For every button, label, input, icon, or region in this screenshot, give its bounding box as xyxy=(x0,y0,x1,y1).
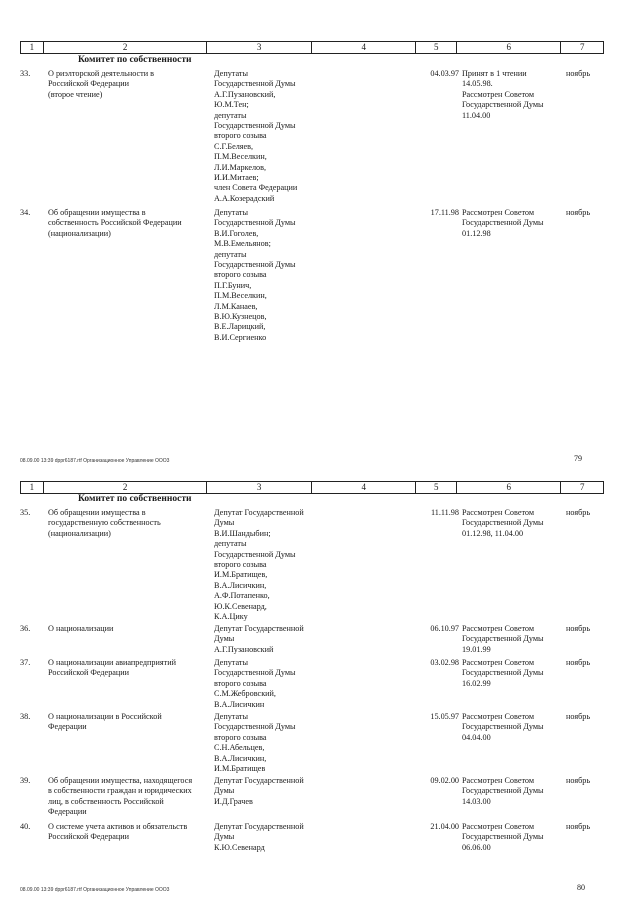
bill-date: 17.11.98 xyxy=(430,208,459,217)
bill-status: Рассмотрен Советом Государственной Думы 14.03.00 xyxy=(462,776,544,806)
bill-date: 11.11.98 xyxy=(430,508,459,517)
column-number-3: 3 xyxy=(207,482,312,494)
bill-title: О системе учета активов и обязательств Российской Федерации xyxy=(48,822,188,842)
bill-date: 15.05.97 xyxy=(430,712,459,721)
bill-title: Об обращении имущества, находящегося в собственности граждан и юридических лиц, в собственность Российской Федерации xyxy=(48,776,193,817)
row-number: 38. xyxy=(20,712,31,721)
row-number: 37. xyxy=(20,658,31,667)
bill-title: Об обращении имущества в собственность Российской Федерации (национализации) xyxy=(48,208,182,238)
bill-authors: Депутаты Государственной Думы второго созыва С.Н.Абельцев, В.А.Лисичкин, И.М.Братищев xyxy=(214,712,296,774)
row-number: 36. xyxy=(20,624,31,633)
column-header-row xyxy=(20,481,604,494)
bill-date: 04.03.97 xyxy=(430,69,459,78)
row-number: 40. xyxy=(20,822,31,831)
bill-month: ноябрь xyxy=(566,208,591,217)
column-number-5: 5 xyxy=(416,42,456,54)
column-number-1: 1 xyxy=(21,42,44,54)
bill-month: ноябрь xyxy=(566,69,591,78)
page-number: 79 xyxy=(574,454,582,463)
bill-status: Рассмотрен Советом Государственной Думы 01.12.98, 11.04.00 xyxy=(462,508,544,538)
bill-authors: Депутат Государственной Думы И.Д.Грачев xyxy=(214,776,304,806)
bill-month: ноябрь xyxy=(566,822,591,831)
bill-status: Рассмотрен Советом Государственной Думы 01.12.98 xyxy=(462,208,544,238)
document-page-2 xyxy=(0,470,640,900)
bill-title: О риэлторской деятельности в Российской Федерации (второе чтение) xyxy=(48,69,155,99)
column-number-6: 6 xyxy=(456,482,561,494)
bill-month: ноябрь xyxy=(566,712,591,721)
bill-authors: Депутаты Государственной Думы А.Г.Пузановский, Ю.М.Тен; депутаты Государственной Думы второго созыва С.Г.Беляев, П.М.Веселкин, Л.И.Маркелов, И.И.Митаев; член Совета Федерации А.А.Козерадский xyxy=(214,69,298,203)
column-number-2: 2 xyxy=(43,42,207,54)
row-number: 33. xyxy=(20,69,31,78)
page-footer: 08.09.00 13:39 dppr6187.rtf Организационное Управление ООО3 xyxy=(20,458,170,464)
page-footer: 08.09.00 13:39 dppr6187.rtf Организационное Управление ООО3 xyxy=(20,887,170,893)
bill-month: ноябрь xyxy=(566,658,591,667)
bill-authors: Депутат Государственной Думы А.Г.Пузановский xyxy=(214,624,304,654)
bill-month: ноябрь xyxy=(566,776,591,785)
bill-authors: Депутаты Государственной Думы В.И.Гоголев, М.В.Емельянов; депутаты Государственной Думы второго созыва П.Г.Бунич, П.М.Веселкин, Л.М.Канаев, В.Ю.Кузнецов, В.Е.Ларицкий, В.И.Сергиенко xyxy=(214,208,296,342)
bill-authors: Депутат Государственной Думы К.Ю.Севенард xyxy=(214,822,304,852)
bill-title: О национализации авиапредприятий Российской Федерации xyxy=(48,658,176,678)
column-number-6: 6 xyxy=(456,42,561,54)
bill-title: О национализации в Российской Федерации xyxy=(48,712,162,732)
section-title: Комитет по собственности xyxy=(78,55,192,65)
column-number-5: 5 xyxy=(416,482,456,494)
column-number-1: 1 xyxy=(21,482,44,494)
column-number-7: 7 xyxy=(561,42,604,54)
bill-date: 09.02.00 xyxy=(430,776,459,785)
bill-authors: Депутат Государственной Думы В.И.Шандыбин; депутаты Государственной Думы второго созыва И.М.Братищев, В.А.Лисичкин, А.Ф.Потапенко, Ю.К.Севенард, К.А.Цику xyxy=(214,508,304,622)
row-number: 35. xyxy=(20,508,31,517)
bill-status: Рассмотрен Советом Государственной Думы 06.06.00 xyxy=(462,822,544,852)
bill-status: Рассмотрен Советом Государственной Думы 19.01.99 xyxy=(462,624,544,654)
column-header-row xyxy=(20,41,604,54)
column-number-3: 3 xyxy=(207,42,312,54)
column-number-4: 4 xyxy=(311,42,416,54)
page-number: 80 xyxy=(577,883,585,892)
bill-date: 03.02.98 xyxy=(430,658,459,667)
bill-title: Об обращении имущества в государственную собственность (национализации) xyxy=(48,508,161,538)
bill-status: Рассмотрен Советом Государственной Думы 04.04.00 xyxy=(462,712,544,742)
column-number-2: 2 xyxy=(43,482,207,494)
bill-status: Принят в 1 чтении 14.05.98. Рассмотрен Советом Государственной Думы 11.04.00 xyxy=(462,69,544,120)
bill-authors: Депутаты Государственной Думы второго созыва С.М.Жебровский, В.А.Лисичкин xyxy=(214,658,296,709)
bill-status: Рассмотрен Советом Государственной Думы 16.02.99 xyxy=(462,658,544,688)
bill-month: ноябрь xyxy=(566,624,591,633)
bill-month: ноябрь xyxy=(566,508,591,517)
column-number-4: 4 xyxy=(311,482,416,494)
bill-date: 21.04.00 xyxy=(430,822,459,831)
bill-title: О национализации xyxy=(48,624,114,633)
section-title: Комитет по собственности xyxy=(78,494,192,504)
bill-date: 06.10.97 xyxy=(430,624,459,633)
column-number-7: 7 xyxy=(561,482,604,494)
row-number: 39. xyxy=(20,776,31,785)
row-number: 34. xyxy=(20,208,31,217)
